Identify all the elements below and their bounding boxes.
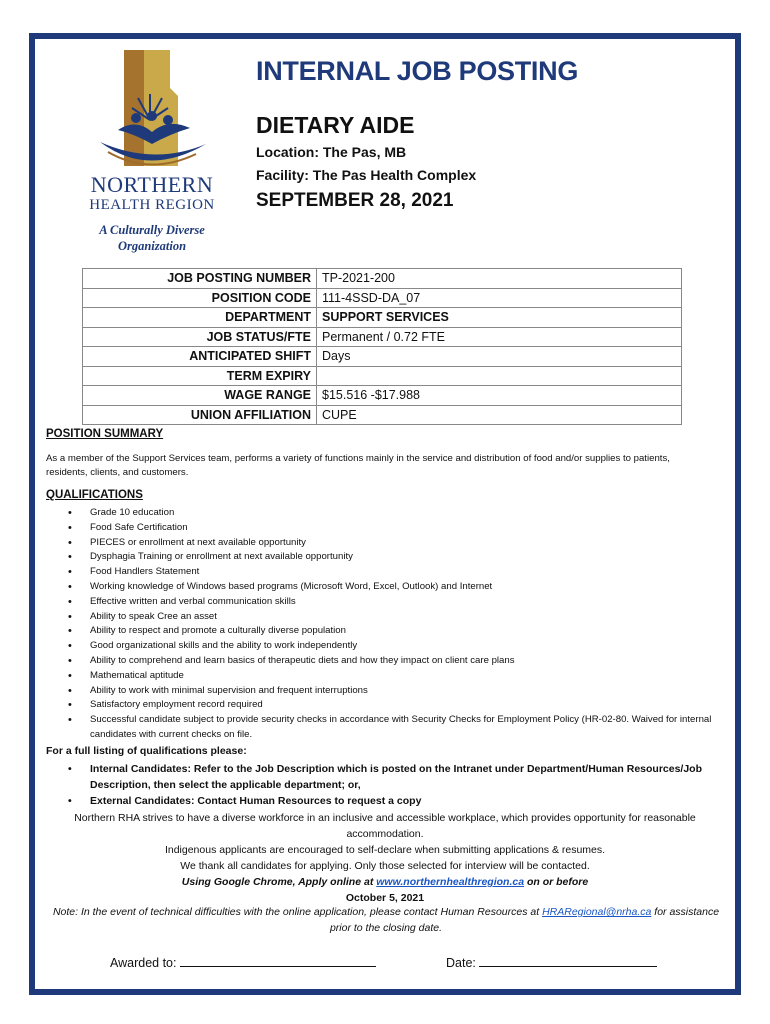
tagline-line2: Organization	[117, 239, 187, 253]
table-row	[83, 327, 682, 347]
field-value: 111-4SSD-DA_07	[317, 288, 682, 308]
job-location: Location: The Pas, MB	[256, 144, 407, 160]
job-title: DIETARY AIDE	[256, 112, 415, 138]
field-label: JOB POSTING NUMBER	[83, 269, 317, 289]
date-field	[446, 954, 657, 970]
field-value: CUPE	[317, 405, 682, 425]
apply-link[interactable]: www.northernhealthregion.ca	[376, 876, 525, 888]
tagline-line1: A Culturally Diverse	[99, 223, 205, 237]
date-blank-line[interactable]	[479, 954, 657, 967]
job-info-table	[82, 268, 682, 425]
diversity-statement: Northern RHA strives to have a diverse workforce in an inclusive and accessible workplace, which provides opportunity for reasonable accommodation.	[74, 812, 696, 840]
org-name-line2: HEALTH REGION	[89, 197, 215, 213]
posting-title: INTERNAL JOB POSTING	[256, 56, 579, 86]
list-item: • Ability to work with minimal supervision and frequent interruptions	[46, 684, 716, 699]
list-item: • Ability to respect and promote a culturally diverse population	[46, 624, 716, 639]
list-item: • External Candidates: Contact Human Resources to request a copy	[46, 793, 706, 809]
table-row	[83, 347, 682, 367]
list-item: • PIECES or enrollment at next available opportunity	[46, 536, 716, 551]
indigenous-statement: Indigenous applicants are encouraged to self-declare when submitting applications & resumes.	[164, 844, 606, 856]
table-row	[83, 386, 682, 406]
apply-prefix: Using Google Chrome, Apply online at	[181, 876, 377, 888]
field-label: DEPARTMENT	[83, 308, 317, 328]
thanks-statement: We thank all candidates for applying. Only those selected for interview will be contacted.	[180, 860, 590, 872]
list-item: • Food Handlers Statement	[46, 565, 716, 580]
candidates-list	[46, 761, 706, 809]
field-value: Permanent / 0.72 FTE	[317, 327, 682, 347]
qualifications-list	[46, 506, 716, 743]
list-item: • Grade 10 education	[46, 506, 716, 521]
list-item: • Internal Candidates: Refer to the Job Description which is posted on the Intranet under Department/Human Resources/Job Description, then select the applicable department; or,	[46, 761, 706, 793]
position-summary-heading: POSITION SUMMARY	[46, 428, 164, 440]
field-label: TERM EXPIRY	[83, 366, 317, 386]
org-tagline	[72, 222, 232, 254]
list-item: • Successful candidate subject to provide security checks in accordance with Security Checks for Employment Policy (HR-02-80. Waived for internal candidates with current checks on file.	[46, 713, 716, 743]
table-row	[83, 308, 682, 328]
list-item: • Satisfactory employment record required	[46, 698, 716, 713]
technical-note	[44, 904, 728, 936]
field-value: SUPPORT SERVICES	[317, 308, 682, 328]
field-value: TP-2021-200	[317, 269, 682, 289]
field-label: JOB STATUS/FTE	[83, 327, 317, 347]
field-value: $15.516 -$17.988	[317, 386, 682, 406]
list-item: • Effective written and verbal communication skills	[46, 595, 716, 610]
position-summary-text: As a member of the Support Services team, performs a variety of functions mainly in the service and distribution of food and/or supplies to patients, residents, clients, and customers.	[46, 453, 670, 478]
full-listing-heading: For a full listing of qualifications please:	[46, 745, 247, 757]
list-item: • Good organizational skills and the ability to work independently	[46, 639, 716, 654]
qualifications-heading: QUALIFICATIONS	[46, 489, 143, 501]
posting-date: SEPTEMBER 28, 2021	[256, 190, 454, 211]
job-facility: Facility: The Pas Health Complex	[256, 167, 477, 183]
closing-deadline: October 5, 2021	[345, 892, 425, 904]
list-item: • Working knowledge of Windows based programs (Microsoft Word, Excel, Outlook) and Internet	[46, 580, 716, 595]
table-row	[83, 366, 682, 386]
field-label: POSITION CODE	[83, 288, 317, 308]
apply-online-line	[40, 874, 730, 890]
awarded-label: Awarded to:	[110, 956, 180, 970]
awarded-blank-line[interactable]	[180, 954, 376, 967]
awarded-to-field	[110, 954, 376, 970]
hr-email-link[interactable]: HRARegional@nrha.ca	[542, 906, 652, 918]
list-item: • Dysphagia Training or enrollment at next available opportunity	[46, 550, 716, 565]
table-row	[83, 405, 682, 425]
field-label: ANTICIPATED SHIFT	[83, 347, 317, 367]
list-item: • Food Safe Certification	[46, 521, 716, 536]
table-row	[83, 288, 682, 308]
date-label: Date:	[446, 956, 480, 970]
list-item: • Ability to speak Cree an asset	[46, 610, 716, 625]
list-item: • Mathematical aptitude	[46, 669, 716, 684]
field-label: WAGE RANGE	[83, 386, 317, 406]
field-value: Days	[317, 347, 682, 367]
field-label: UNION AFFILIATION	[83, 405, 317, 425]
note-prefix: Note: In the event of technical difficulties with the online application, please contact Human Resources at	[52, 906, 543, 918]
org-name	[78, 174, 226, 213]
field-value	[317, 366, 682, 386]
org-name-line1: NORTHERN	[90, 172, 214, 197]
apply-suffix: on or before	[524, 876, 589, 888]
list-item: • Ability to comprehend and learn basics of therapeutic diets and how they impact on client care plans	[46, 654, 716, 669]
note-suffix: for assistance prior to the closing date.	[329, 906, 720, 934]
table-row	[83, 269, 682, 289]
